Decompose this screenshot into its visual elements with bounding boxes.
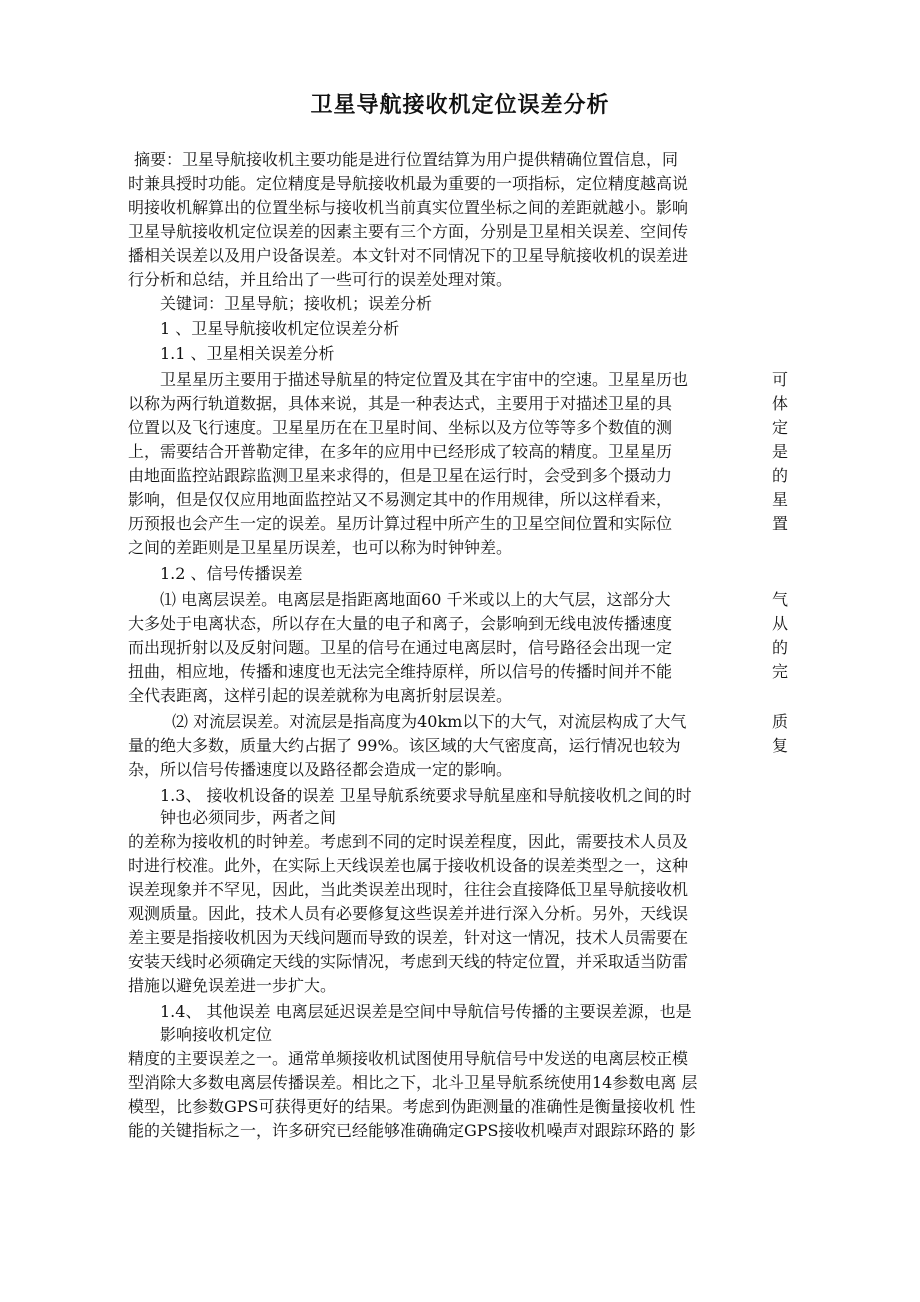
section-heading-1-4: 1.4、 其他误差 电离层延迟误差是空间中导航信号传播的主要误差源，也是	[160, 1002, 692, 1021]
side-char: 体	[772, 394, 789, 413]
paragraph-line: 杂，所以信号传播速度以及路径都会造成一定的影响。	[128, 760, 513, 779]
keywords: 关键词：卫星导航；接收机；误差分析	[160, 294, 433, 313]
abstract-line: 摘要：卫星导航接收机主要功能是进行位置结算为用户提供精确位置信息，同	[134, 150, 679, 169]
section-heading-1-3: 1.3、 接收机设备的误差 卫星导航系统要求导航星座和导航接收机之间的时	[160, 786, 692, 805]
side-char: 气	[772, 590, 789, 609]
paragraph-line: 而出现折射以及反射问题。卫星的信号在通过电离层时，信号路径会出现一定	[128, 638, 673, 657]
section-heading-1: 1 、卫星导航接收机定位误差分析	[160, 319, 400, 338]
side-char: 质	[772, 712, 789, 731]
section-heading-1-4-cont: 影响接收机定位	[160, 1025, 273, 1044]
paragraph-line: 之间的差距则是卫星星历误差，也可以称为时钟钟差。	[128, 538, 513, 557]
page-title: 卫星导航接收机定位误差分析	[310, 92, 610, 118]
side-char: 从	[772, 614, 789, 633]
side-char: 定	[772, 418, 789, 437]
side-char: 置	[772, 514, 789, 533]
side-char: 完	[772, 662, 789, 681]
paragraph-line: 量的绝大多数，质量大约占据了 99%。该区域的大气密度高，运行情况也较为	[128, 736, 681, 755]
paragraph-line: 大多处于电离状态，所以存在大量的电子和离子，会影响到无线电波传播速度	[128, 614, 673, 633]
abstract-line: 时兼具授时功能。定位精度是导航接收机最为重要的一项指标，定位精度越高说	[128, 174, 689, 193]
paragraph-line: 的差称为接收机的时钟差。考虑到不同的定时误差程度，因此，需要技术人员及	[128, 832, 689, 851]
paragraph-line: 型消除大多数电离层传播误差。相比之下，北斗卫星导航系统使用14参数电离 层	[128, 1073, 698, 1092]
paragraph-line: 措施以避免误差进一步扩大。	[128, 976, 337, 995]
paragraph-line: 卫星星历主要用于描述导航星的特定位置及其在宇宙中的空速。卫星星历也	[160, 370, 689, 389]
paragraph-line: 误差现象并不罕见，因此，当此类误差出现时，往往会直接降低卫星导航接收机	[128, 880, 689, 899]
paragraph-line: 由地面监控站跟踪监测卫星来求得的，但是卫星在运行时，会受到多个摄动力	[128, 466, 673, 485]
paragraph-line: 精度的主要误差之一。通常单频接收机试图使用导航信号中发送的电离层校正模	[128, 1049, 689, 1068]
side-char: 的	[772, 638, 789, 657]
paragraph-line: 位置以及飞行速度。卫星星历在在卫星时间、坐标以及方位等等多个数值的测	[128, 418, 673, 437]
side-char: 是	[772, 442, 789, 461]
paragraph-line: 观测质量。因此，技术人员有必要修复这些误差并进行深入分析。另外，天线误	[128, 904, 689, 923]
paragraph-line: 影响，但是仅仅应用地面监控站又不易测定其中的作用规律，所以这样看来，	[128, 490, 673, 509]
paragraph-line: ⑵ 对流层误差。对流层是指高度为40km以下的大气，对流层构成了大气	[172, 712, 687, 731]
paragraph-line: 时进行校准。此外，在实际上天线误差也属于接收机设备的误差类型之一，这种	[128, 856, 689, 875]
paragraph-line: 模型，比参数GPS可获得更好的结果。考虑到伪距测量的准确性是衡量接收机 性	[128, 1097, 696, 1116]
side-char: 可	[772, 370, 789, 389]
paragraph-line: 能的关键指标之一，许多研究已经能够准确确定GPS接收机噪声对跟踪环路的 影	[128, 1121, 696, 1140]
paragraph-line: 差主要是指接收机因为天线问题而导致的误差，针对这一情况，技术人员需要在	[128, 928, 689, 947]
section-heading-1-2: 1.2 、信号传播误差	[160, 564, 303, 583]
section-heading-1-1: 1.1 、卫星相关误差分析	[160, 344, 335, 363]
side-char: 的	[772, 466, 789, 485]
paragraph-line: 以称为两行轨道数据，具体来说，其是一种表达式，主要用于对描述卫星的具	[128, 394, 673, 413]
abstract-line: 行分析和总结，并且给出了一些可行的误差处理对策。	[128, 270, 513, 289]
section-heading-1-3-cont: 钟也必须同步，两者之间	[160, 808, 337, 827]
paragraph-line: 上，需要结合开普勒定律，在多年的应用中已经形成了较高的精度。卫星星历	[128, 442, 673, 461]
abstract-line: 明接收机解算出的位置坐标与接收机当前真实位置坐标之间的差距就越小。影响	[128, 198, 689, 217]
paragraph-line: 全代表距离，这样引起的误差就称为电离折射层误差。	[128, 686, 513, 705]
abstract-line: 卫星导航接收机定位误差的因素主要有三个方面，分别是卫星相关误差、空间传	[128, 222, 689, 241]
paragraph-line: 历预报也会产生一定的误差。星历计算过程中所产生的卫星空间位置和实际位	[128, 514, 673, 533]
side-char: 复	[772, 736, 789, 755]
paragraph-line: ⑴ 电离层误差。电离层是指距离地面60 千米或以上的大气层，这部分大	[160, 590, 671, 609]
side-char: 星	[772, 490, 789, 509]
abstract-line: 播相关误差以及用户设备误差。本文针对不同情况下的卫星导航接收机的误差进	[128, 246, 689, 265]
paragraph-line: 安装天线时必须确定天线的实际情况，考虑到天线的特定位置，并采取适当防雷	[128, 952, 689, 971]
paragraph-line: 扭曲，相应地，传播和速度也无法完全维持原样，所以信号的传播时间并不能	[128, 662, 673, 681]
